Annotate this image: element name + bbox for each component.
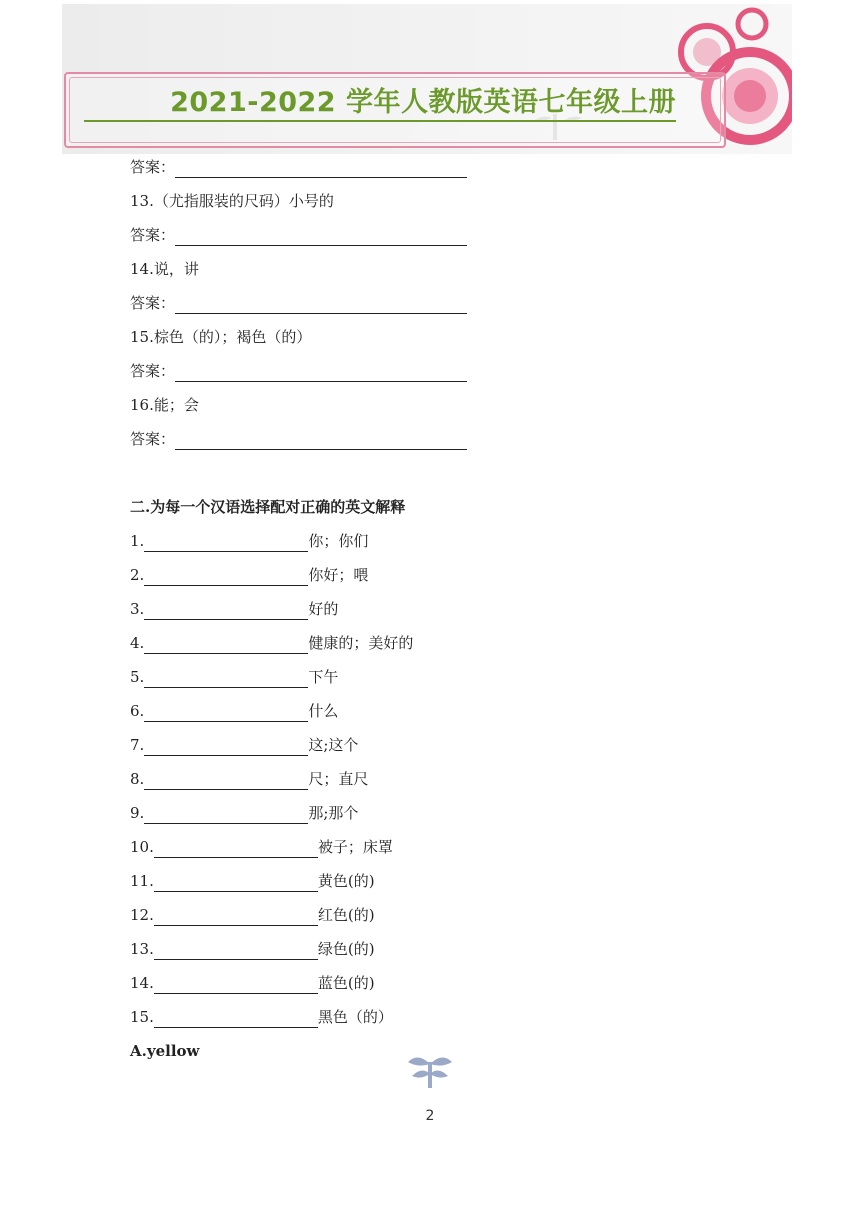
question-prompt: 15.棕色（的）；褐色（的） xyxy=(130,328,312,346)
matching-item xyxy=(130,762,750,796)
answer-label: 答案： xyxy=(130,362,176,380)
fill-blank[interactable] xyxy=(144,667,308,688)
matching-item xyxy=(130,796,750,830)
answer-line xyxy=(130,422,750,456)
matching-item xyxy=(130,524,750,558)
answer-blank[interactable] xyxy=(175,157,467,178)
fill-blank[interactable] xyxy=(144,701,308,722)
chinese-meaning: 你；你们 xyxy=(308,532,369,550)
matching-list xyxy=(130,524,750,1034)
spacer xyxy=(130,456,750,490)
chinese-meaning: 红色(的) xyxy=(317,906,375,924)
page-title: 2021-2022 学年人教版英语七年级上册 xyxy=(84,86,676,122)
matching-item xyxy=(130,694,750,728)
answer-blank[interactable] xyxy=(175,225,467,246)
item-number: 3. xyxy=(130,600,145,618)
fill-blank[interactable] xyxy=(144,803,308,824)
fill-blank[interactable] xyxy=(154,1007,318,1028)
chinese-meaning: 好的 xyxy=(308,600,339,618)
matching-item xyxy=(130,592,750,626)
answer-line xyxy=(130,218,750,252)
fill-blank[interactable] xyxy=(154,973,318,994)
section-heading: 二.为每一个汉语选择配对正确的英文解释 xyxy=(130,498,406,516)
fill-blank[interactable] xyxy=(154,871,318,892)
option-a: A.yellow xyxy=(130,1042,200,1060)
answer-blank[interactable] xyxy=(175,293,467,314)
matching-item xyxy=(130,864,750,898)
chinese-meaning: 健康的；美好的 xyxy=(308,634,414,652)
matching-item xyxy=(130,966,750,1000)
answer-line xyxy=(130,354,750,388)
question-prompt: 13.（尤指服装的尺码）小号的 xyxy=(130,192,334,210)
item-number: 11. xyxy=(130,872,154,890)
question-prompt: 16.能；会 xyxy=(130,396,199,414)
fill-blank[interactable] xyxy=(144,565,308,586)
item-number: 4. xyxy=(130,634,145,652)
item-number: 13. xyxy=(130,940,154,958)
chinese-meaning: 黄色(的) xyxy=(317,872,375,890)
answer-label: 答案： xyxy=(130,294,176,312)
chinese-meaning: 被子；床罩 xyxy=(317,838,393,856)
answer-line xyxy=(130,150,750,184)
fill-blank[interactable] xyxy=(144,599,308,620)
item-number: 8. xyxy=(130,770,145,788)
question-prompt: 14.说，讲 xyxy=(130,260,199,278)
fill-blank[interactable] xyxy=(154,905,318,926)
chinese-meaning: 什么 xyxy=(308,702,339,720)
matching-item xyxy=(130,660,750,694)
answer-blank[interactable] xyxy=(175,361,467,382)
item-number: 9. xyxy=(130,804,145,822)
chinese-meaning: 那;那个 xyxy=(308,804,359,822)
worksheet-content xyxy=(130,150,750,1068)
fill-blank[interactable] xyxy=(144,769,308,790)
chinese-meaning: 绿色(的) xyxy=(317,940,375,958)
answer-label: 答案： xyxy=(130,430,176,448)
matching-item xyxy=(130,898,750,932)
fill-blank[interactable] xyxy=(144,531,308,552)
fill-blank[interactable] xyxy=(144,633,308,654)
item-number: 10. xyxy=(130,838,154,856)
fill-blank[interactable] xyxy=(154,939,318,960)
answer-label: 答案： xyxy=(130,158,176,176)
fill-blank[interactable] xyxy=(144,735,308,756)
matching-item xyxy=(130,1000,750,1034)
item-number: 6. xyxy=(130,702,145,720)
item-number: 2. xyxy=(130,566,145,584)
chinese-meaning: 蓝色(的) xyxy=(317,974,375,992)
item-number: 1. xyxy=(130,532,145,550)
item-number: 15. xyxy=(130,1008,154,1026)
answer-blank[interactable] xyxy=(175,429,467,450)
item-number: 5. xyxy=(130,668,145,686)
answer-label: 答案： xyxy=(130,226,176,244)
fill-blank[interactable] xyxy=(154,837,318,858)
item-number: 12. xyxy=(130,906,154,924)
chinese-meaning: 下午 xyxy=(308,668,339,686)
chinese-meaning: 尺；直尺 xyxy=(308,770,369,788)
matching-item xyxy=(130,626,750,660)
plant-sprout-logo-icon xyxy=(404,1052,456,1088)
item-number: 14. xyxy=(130,974,154,992)
chinese-meaning: 黑色（的） xyxy=(317,1008,393,1026)
page-number: 2 xyxy=(425,1108,435,1124)
item-number: 7. xyxy=(130,736,145,754)
matching-item xyxy=(130,932,750,966)
matching-item xyxy=(130,728,750,762)
matching-item xyxy=(130,830,750,864)
chinese-meaning: 这;这个 xyxy=(308,736,359,754)
answer-line xyxy=(130,286,750,320)
matching-item xyxy=(130,558,750,592)
chinese-meaning: 你好；喂 xyxy=(308,566,369,584)
